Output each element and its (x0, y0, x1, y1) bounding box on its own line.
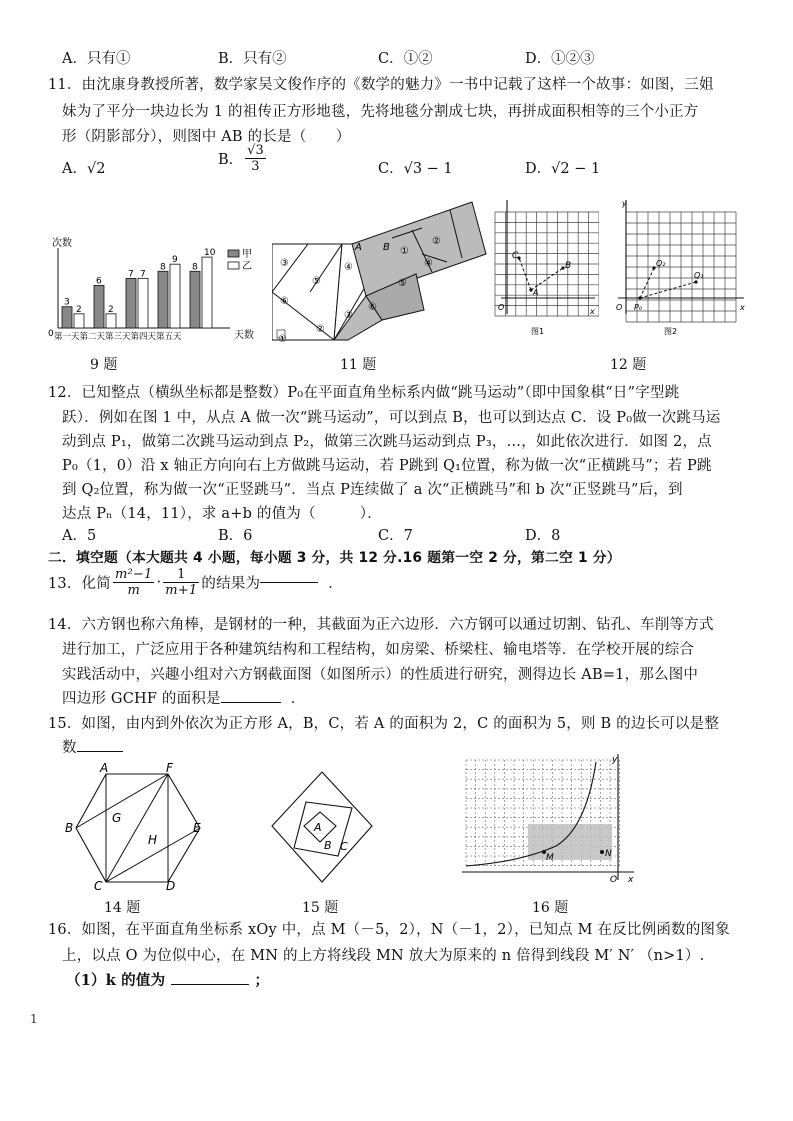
q14-hexagon-figure (64, 762, 209, 892)
tangram-piece: ① (278, 334, 287, 345)
y-axis-label: y (622, 199, 627, 208)
point-g-label: G (112, 811, 122, 825)
bar-value-label: 9 (172, 255, 178, 266)
figure-2-caption: 图2 (664, 327, 678, 336)
q12-option-c: C．7 (378, 528, 413, 544)
chart-category-labels: 第一天第二天第三天第四天第五天 (54, 332, 182, 342)
q13-dot: · (156, 574, 162, 591)
bar-value-label: 6 (96, 276, 102, 287)
square-a-label: A (314, 821, 322, 834)
q16-sub-1-end: ； (254, 972, 270, 989)
tangram-piece: ⑥ (368, 302, 377, 313)
q12-line-3: 动到点 P₁，做第二次跳马运动到点 P₂，做第三次跳马运动到点 P₃，…，如此依次进行．如图 2，点 (62, 434, 712, 450)
bar-value-label: 8 (192, 262, 198, 273)
square-c (272, 772, 372, 882)
caption-q16: 16 题 (532, 900, 569, 916)
fraction-numerator: m²−1 (114, 567, 153, 582)
q10-option-d: D．①②③ (525, 51, 595, 67)
tangram-piece: ② (432, 236, 441, 247)
point-m-label: M (546, 853, 554, 863)
x-axis-label: x (740, 303, 745, 312)
q12-line-2: 跃）．例如在图 1 中，从点 A 做一次“跳马运动”，可以到点 B，也可以到达点 C．设 P₀做一次跳马运 (62, 410, 721, 426)
square-b-label: B (324, 839, 332, 852)
point-c-label: C (512, 251, 519, 261)
page-number: 1 (30, 1012, 38, 1026)
q14-answer-blank[interactable] (221, 702, 281, 703)
bar-value-label: 2 (108, 304, 114, 315)
q11-line-1: 11．由沈康身教授所著，数学家吴文俊作序的《数学的魅力》一书中记载了这样一个故事：如图，三姐 (48, 77, 714, 93)
q16-sub-1 (66, 969, 269, 990)
q15-squares-figure (270, 770, 380, 890)
q16-line-2: 上，以点 O 为位似中心，在 MN 的上方将线段 MN 放大为原来的 n 倍得到线段 M′ N′ （n>1）. (62, 948, 705, 964)
legend-swatch-yi (228, 262, 239, 269)
caption-q14: 14 题 (104, 900, 141, 916)
point-b-label: B (565, 261, 572, 271)
point-p0-label: P₀ (634, 303, 643, 312)
chart-origin: 0 (48, 329, 54, 339)
q14-line-2: 进行加工，广泛应用于各种建筑结构和工程结构，如房梁、桥梁柱、输电塔等．在学校开展的综合 (62, 642, 695, 658)
q16-sub-1-text: （1）k 的值为 (66, 972, 166, 989)
tangram-piece: ⑤ (398, 278, 407, 289)
q13-suffix: 的结果为 (201, 576, 261, 592)
chart-x-label: 天数 (234, 330, 254, 341)
y-axis-label: y (612, 755, 618, 765)
vertex-a-label: A (100, 762, 109, 775)
vertex-c-label: C (94, 879, 103, 892)
origin-label: O (610, 875, 618, 885)
q12-option-d: D．8 (525, 528, 561, 544)
fraction-numerator: 1 (163, 567, 199, 583)
tangram-piece: ⑤ (312, 276, 321, 287)
bar-jia-第五天 (190, 271, 200, 328)
tangram-piece: ④ (344, 262, 353, 273)
figure-1-caption: 图1 (531, 327, 545, 336)
fraction-denominator: m+1 (165, 583, 198, 598)
q16-answer-blank-1[interactable] (171, 984, 249, 985)
point-h-label: H (148, 833, 158, 847)
q12-option-a: A．5 (62, 528, 97, 544)
q13-end: ． (328, 576, 343, 592)
caption-q12: 12 题 (610, 357, 647, 373)
hexagon (76, 774, 200, 882)
q12-line-1: 12．已知整点（横纵坐标都是整数）P₀在平面直角坐标系内做“跳马运动”（即中国象棋“日”字型跳 (48, 385, 680, 401)
legend-swatch-jia (228, 250, 239, 257)
q14-line-4 (62, 687, 305, 708)
point-q2-label: Q₂ (656, 259, 666, 268)
q11-line-2: 妹为了平分一块边长为 1 的祖传正方形地毯，先将地毯分割成七块，再拼成面积相等的三个小正方 (62, 104, 699, 120)
section-2-heading: 二．填空题（本大题共 4 小题，每小题 3 分，共 12 分.16 题第一空 2 分，第二空 1 分） (48, 550, 621, 566)
chart-y-label: 次数 (52, 238, 72, 249)
q11-option-a: A．√2 (62, 161, 106, 177)
q14-line-4-text: 四边形 GCHF 的面积是 (62, 691, 221, 707)
bar-value-label: 10 (204, 248, 216, 259)
square-c-label: C (340, 840, 348, 853)
q11-option-b-label: B． (218, 152, 244, 168)
x-axis-label: x (590, 307, 595, 316)
fraction-numerator: √3 (247, 143, 264, 158)
bar-yi-第五天 (202, 257, 212, 328)
q10-option-c: C．①② (378, 51, 433, 67)
fraction-denominator: 3 (251, 159, 260, 174)
vertex-f-label: F (166, 762, 173, 775)
q11-option-c: C．√3 − 1 (378, 161, 453, 177)
q13-prefix: 13．化简 (48, 576, 111, 592)
tangram-label-b: B (383, 242, 390, 253)
tangram-piece: ③ (344, 310, 353, 321)
bar-jia-第四天 (158, 271, 168, 328)
q11-option-d: D．√2 − 1 (525, 161, 601, 177)
origin-label: O (498, 303, 505, 312)
q14-line-3: 实践活动中，兴趣小组对六方钢截面图（如图所示）的性质进行研究，测得边长 AB=1，那么图中 (62, 667, 699, 683)
origin-label: O (616, 303, 623, 312)
legend-label-yi: 乙 (242, 261, 252, 272)
q13-answer-blank[interactable] (260, 582, 318, 583)
caption-q11: 11 题 (340, 357, 377, 373)
q10-option-b: B．只有② (218, 51, 287, 67)
q16-coordinate-figure (460, 752, 640, 887)
bar-value-label: 7 (140, 269, 146, 280)
q15-answer-blank[interactable] (77, 751, 123, 752)
q12-figure-1 (487, 198, 599, 338)
tangram-piece: ② (316, 324, 325, 335)
fraction-denominator: m (127, 583, 140, 598)
vertex-d-label: D (166, 879, 176, 892)
point-n-label: N (605, 849, 612, 859)
bar-yi-第三天 (138, 278, 148, 328)
tangram-piece: ① (400, 246, 409, 257)
vertex-b-label: B (65, 821, 74, 835)
bar-jia-第一天 (62, 307, 72, 328)
vertex-e-label: E (193, 821, 201, 835)
bar-value-label: 8 (160, 262, 166, 273)
legend-label-jia: 甲 (242, 249, 252, 260)
bar-value-label: 3 (64, 297, 70, 308)
x-axis-label: x (628, 875, 634, 885)
q11-line-3: 形（阴影部分），则图中 AB 的长是（ ） (62, 129, 351, 145)
bar-yi-第二天 (106, 314, 116, 328)
q12-figure-2 (612, 198, 752, 338)
bar-jia-第二天 (94, 285, 104, 328)
tangram-piece: ⑥ (280, 296, 289, 307)
shaded-region (528, 824, 612, 860)
q16-line-1: 16．如图，在平面直角坐标系 xOy 中，点 M（－5，2），N（－1，2），已知点 M 在反比例函数的图象 (48, 922, 730, 938)
q12-line-4: P₀（1，0）沿 x 轴正方向向右上方做跳马运动，若 P跳到 Q₁位置，称为做一次“正横跳马”；若 P跳 (62, 458, 712, 474)
q14-line-1: 14．六方钢也称六角棒，是钢材的一种，其截面为正六边形．六方钢可以通过切割、钻孔、车削等方式 (48, 617, 714, 633)
q13-fraction-1 (113, 567, 155, 598)
q15-line-2-text: 数 (62, 740, 77, 756)
q12-option-b: B．6 (218, 528, 253, 544)
q12-line-6: 达点 Pₙ（14，11），求 a+b 的值为（ ）． (62, 506, 382, 522)
q15-line-1: 15．如图，由内到外依次为正方形 A，B，C，若 A 的面积为 2，C 的面积为 5，则 B 的边长可以是整 (48, 716, 720, 732)
bar-yi-第一天 (74, 314, 84, 328)
q12-line-5: 到 Q₂位置，称为做一次“正竖跳马”．当点 P连续做了 a 次“正横跳马”和 b 次“正竖跳马”后，到 (62, 482, 683, 498)
q11-option-b (218, 143, 268, 174)
bar-value-label: 7 (128, 269, 134, 280)
q15-line-2 (62, 736, 123, 757)
tangram-piece: ③ (280, 258, 289, 269)
q11-tangram-figure (272, 200, 487, 345)
bar-yi-第四天 (170, 264, 180, 328)
tangram-label-a: A (355, 242, 362, 253)
tangram-piece: ④ (424, 258, 433, 269)
q10-option-a: A．只有① (62, 51, 131, 67)
q14-end: ． (290, 691, 306, 707)
point-q1-label: Q₁ (694, 271, 704, 280)
q11-option-b-fraction (245, 143, 266, 174)
bar-value-label: 2 (76, 304, 82, 315)
caption-q9: 9 题 (90, 357, 118, 373)
caption-q15: 15 题 (302, 900, 339, 916)
bar-jia-第三天 (126, 278, 136, 328)
q13-fraction-2 (163, 567, 199, 598)
point-a-label: A (533, 288, 539, 297)
q9-bar-chart (40, 228, 265, 348)
q13-line (48, 567, 343, 598)
